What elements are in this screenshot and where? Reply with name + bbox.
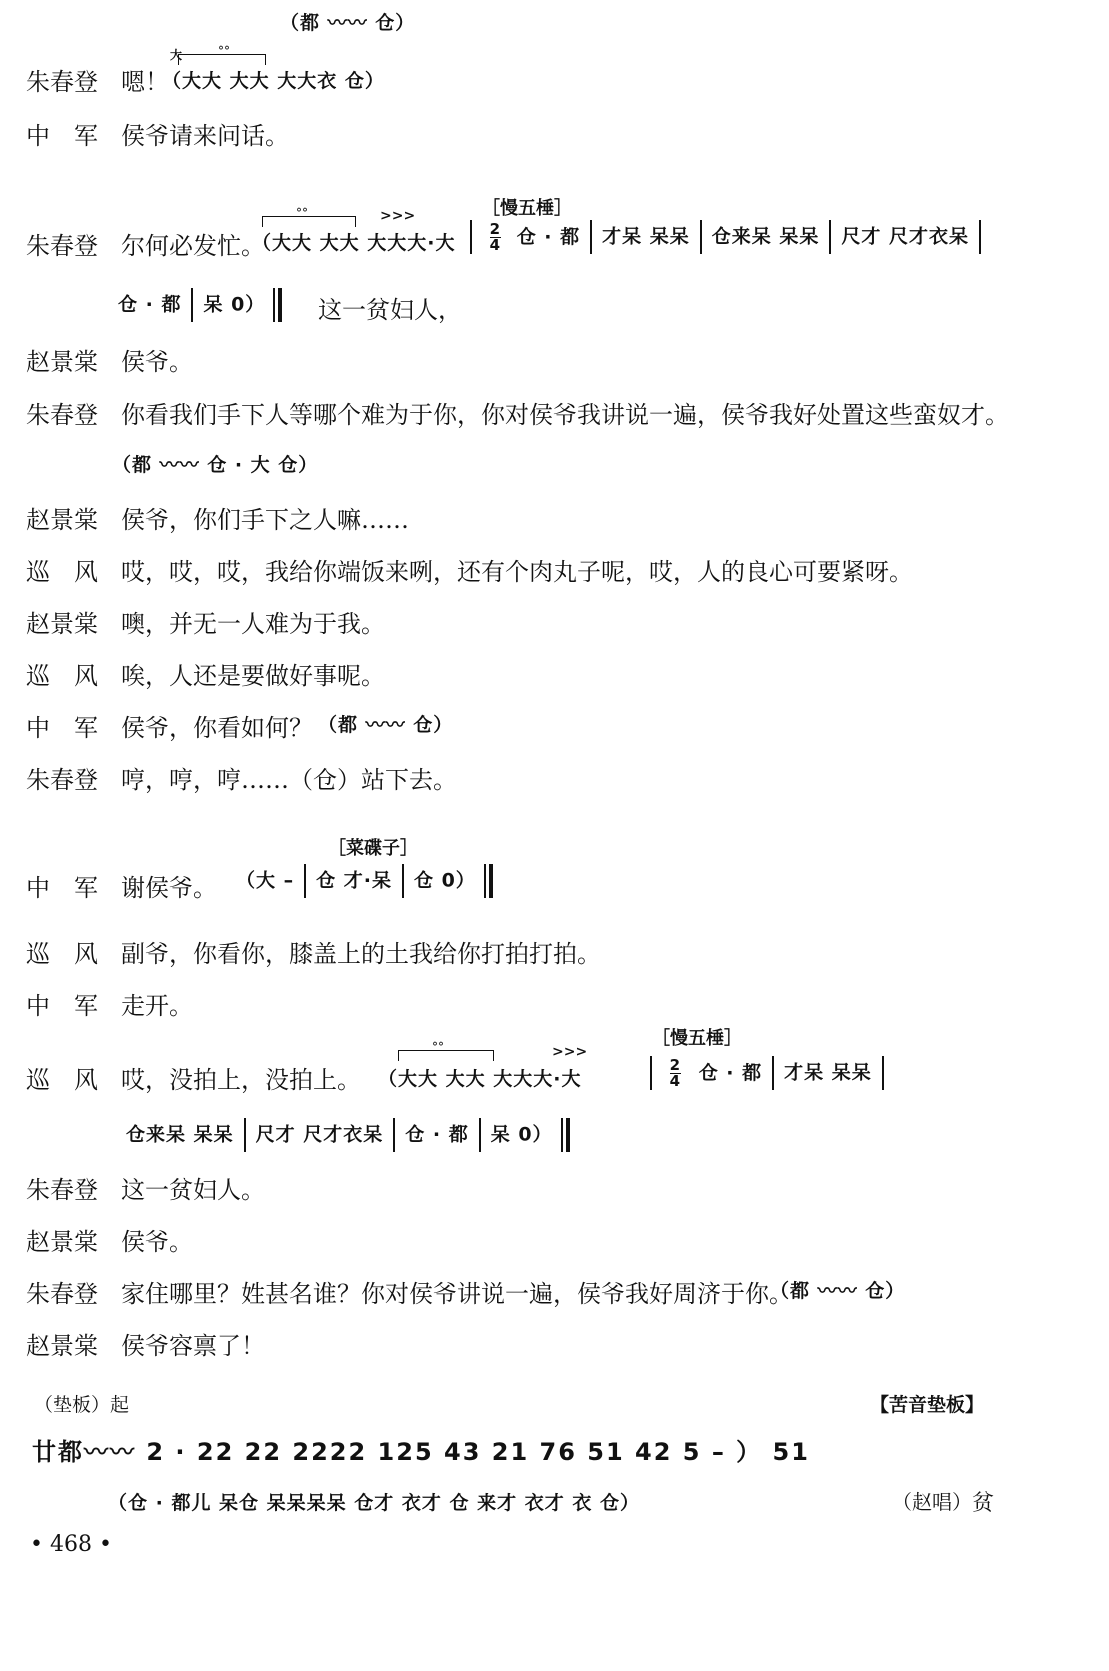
dialogue-text: 侯爷。 (121, 348, 193, 376)
speaker-label: 朱春登 (26, 232, 98, 260)
speaker-label: 朱春登 (26, 68, 98, 96)
measure: 尺才 尺才衣呆 (841, 225, 970, 248)
measure: 仓来呆 呆呆 (126, 1123, 234, 1146)
measure: 呆 0） (490, 1123, 553, 1146)
speaker-label: 巡 风 (26, 662, 98, 690)
dialogue-text: 嗯！ (121, 68, 169, 96)
measure: 才呆 呆呆 (602, 225, 690, 248)
dialogue-text: 侯爷，你们手下之人嘛…… (121, 506, 409, 534)
measure: 仓 · 都 (118, 293, 182, 316)
measure: 才呆 呆呆 (784, 1061, 872, 1084)
slur-mark (398, 1050, 494, 1061)
tempo-label: ［慢五棰］ (652, 1028, 742, 1049)
speaker-label: 朱春登 (26, 766, 98, 794)
speaker-label: 中 军 (26, 874, 98, 902)
dialogue-text: 哼，哼，哼……（仓）站下去。 (121, 766, 457, 794)
dots-mark: °° (296, 206, 308, 220)
speaker-label: 赵景棠 (26, 506, 98, 534)
singer-note: （赵唱） (892, 1490, 972, 1514)
numbered-notation: 廿都〰〰 2 · 22 22 2222 125 43 21 76 51 42 5 – ） 51 (32, 1438, 810, 1466)
dialogue-text: 侯爷容禀了！ (121, 1332, 265, 1360)
measure-group (118, 288, 282, 322)
dialogue-text: 唉，人还是要做好事呢。 (121, 662, 385, 690)
time-signature: $\frac{2}{4}$ (669, 1055, 682, 1090)
measure: 仓 · 都 (698, 1061, 763, 1084)
percussion-notation: （大大 大大 大大大·大 (252, 232, 456, 254)
percussion-notation: （大大 大大 大大大·大 (378, 1068, 582, 1090)
dialogue-text: 哎，没拍上，没拍上。 (121, 1066, 361, 1094)
accent-marks: >>> (552, 1044, 588, 1060)
percussion-notation: （大大 大大 大大衣 仓） (162, 70, 385, 92)
section-tag-left: （垫板）起 (34, 1394, 130, 1416)
slur-mark (262, 216, 356, 227)
speaker-label: 中 军 (26, 992, 98, 1020)
tempo-label: ［菜碟子］ (328, 838, 418, 859)
dialogue-text: 家住哪里？姓甚名谁？你对侯爷讲说一遍，侯爷我好周济于你。 (121, 1280, 793, 1308)
dots-mark: °° (432, 1040, 444, 1054)
mark-over-da: 大 (170, 48, 183, 62)
dialogue-text: 副爷，你看你，膝盖上的土我给你打拍打拍。 (121, 940, 601, 968)
percussion-notation: （都 〰〰 仓） (770, 1280, 906, 1302)
speaker-label: 巡 风 (26, 1066, 98, 1094)
dialogue-text: 谢侯爷。 (121, 874, 217, 902)
dialogue-text: 这一贫妇人， (318, 296, 462, 324)
measure-group (470, 220, 991, 254)
section-tag-right: 【苦音垫板】 (870, 1394, 985, 1416)
speaker-label: 赵景棠 (26, 348, 98, 376)
dots-mark: °° (218, 44, 230, 58)
measure-group (236, 864, 493, 898)
measure: 仓来呆 呆呆 (711, 225, 820, 248)
dialogue-text: 哎，哎，哎，我给你端饭来咧，还有个肉丸子呢，哎，人的良心可要紧呀。 (121, 558, 913, 586)
measure: 尺才 尺才衣呆 (255, 1123, 384, 1146)
speaker-label: 赵景棠 (26, 1228, 98, 1256)
percussion-accompaniment: （仓 · 都儿 呆仓 呆呆呆呆 仓才 衣才 仓 来才 衣才 衣 仓） (108, 1492, 640, 1514)
accent-marks: >>> (380, 208, 416, 224)
dialogue-text: 侯爷。 (121, 1228, 193, 1256)
speaker-label: 中 军 (26, 122, 98, 150)
measure: 仓 才·呆 (316, 869, 392, 892)
dialogue-text: 噢，并无一人难为于我。 (121, 610, 385, 638)
measure-group (650, 1056, 894, 1090)
speaker-label: 赵景棠 (26, 610, 98, 638)
dialogue-text: 这一贫妇人。 (121, 1176, 265, 1204)
tempo-label: ［慢五棰］ (482, 198, 572, 219)
percussion-notation: （都 〰〰 仓） (280, 12, 416, 34)
measure: 仓 0） (413, 869, 476, 892)
percussion-notation: （都 〰〰 仓） (318, 714, 454, 736)
page-number: • 468 • (30, 1532, 112, 1557)
measure-group (126, 1118, 570, 1152)
speaker-label: 朱春登 (26, 1176, 98, 1204)
measure: 仓 · 都 (516, 225, 581, 248)
speaker-label: 赵景棠 (26, 1332, 98, 1360)
lyric-char: 贫 (972, 1491, 995, 1516)
speaker-label: 朱春登 (26, 1280, 98, 1308)
time-signature: $\frac{2}{4}$ (489, 219, 502, 254)
measure: 仓 · 都 (405, 1123, 469, 1146)
dialogue-text: 你看我们手下人等哪个难为于你，你对侯爷我讲说一遍，侯爷我好处置这些蛮奴才。 (121, 401, 1009, 429)
dialogue-text: 侯爷请来问话。 (121, 122, 289, 150)
dialogue-text: 尔何必发忙。 (121, 232, 265, 260)
speaker-label: 中 军 (26, 714, 98, 742)
speaker-label: 巡 风 (26, 558, 98, 586)
percussion-notation: （都 〰〰 仓 · 大 仓） (112, 454, 319, 476)
percussion-notation: （大 – (236, 869, 295, 892)
dialogue-text: 侯爷，你看如何？ (121, 714, 313, 742)
dialogue-text: 走开。 (121, 992, 193, 1020)
speaker-label: 朱春登 (26, 401, 98, 429)
speaker-label: 巡 风 (26, 940, 98, 968)
measure: 呆 0） (203, 293, 266, 316)
